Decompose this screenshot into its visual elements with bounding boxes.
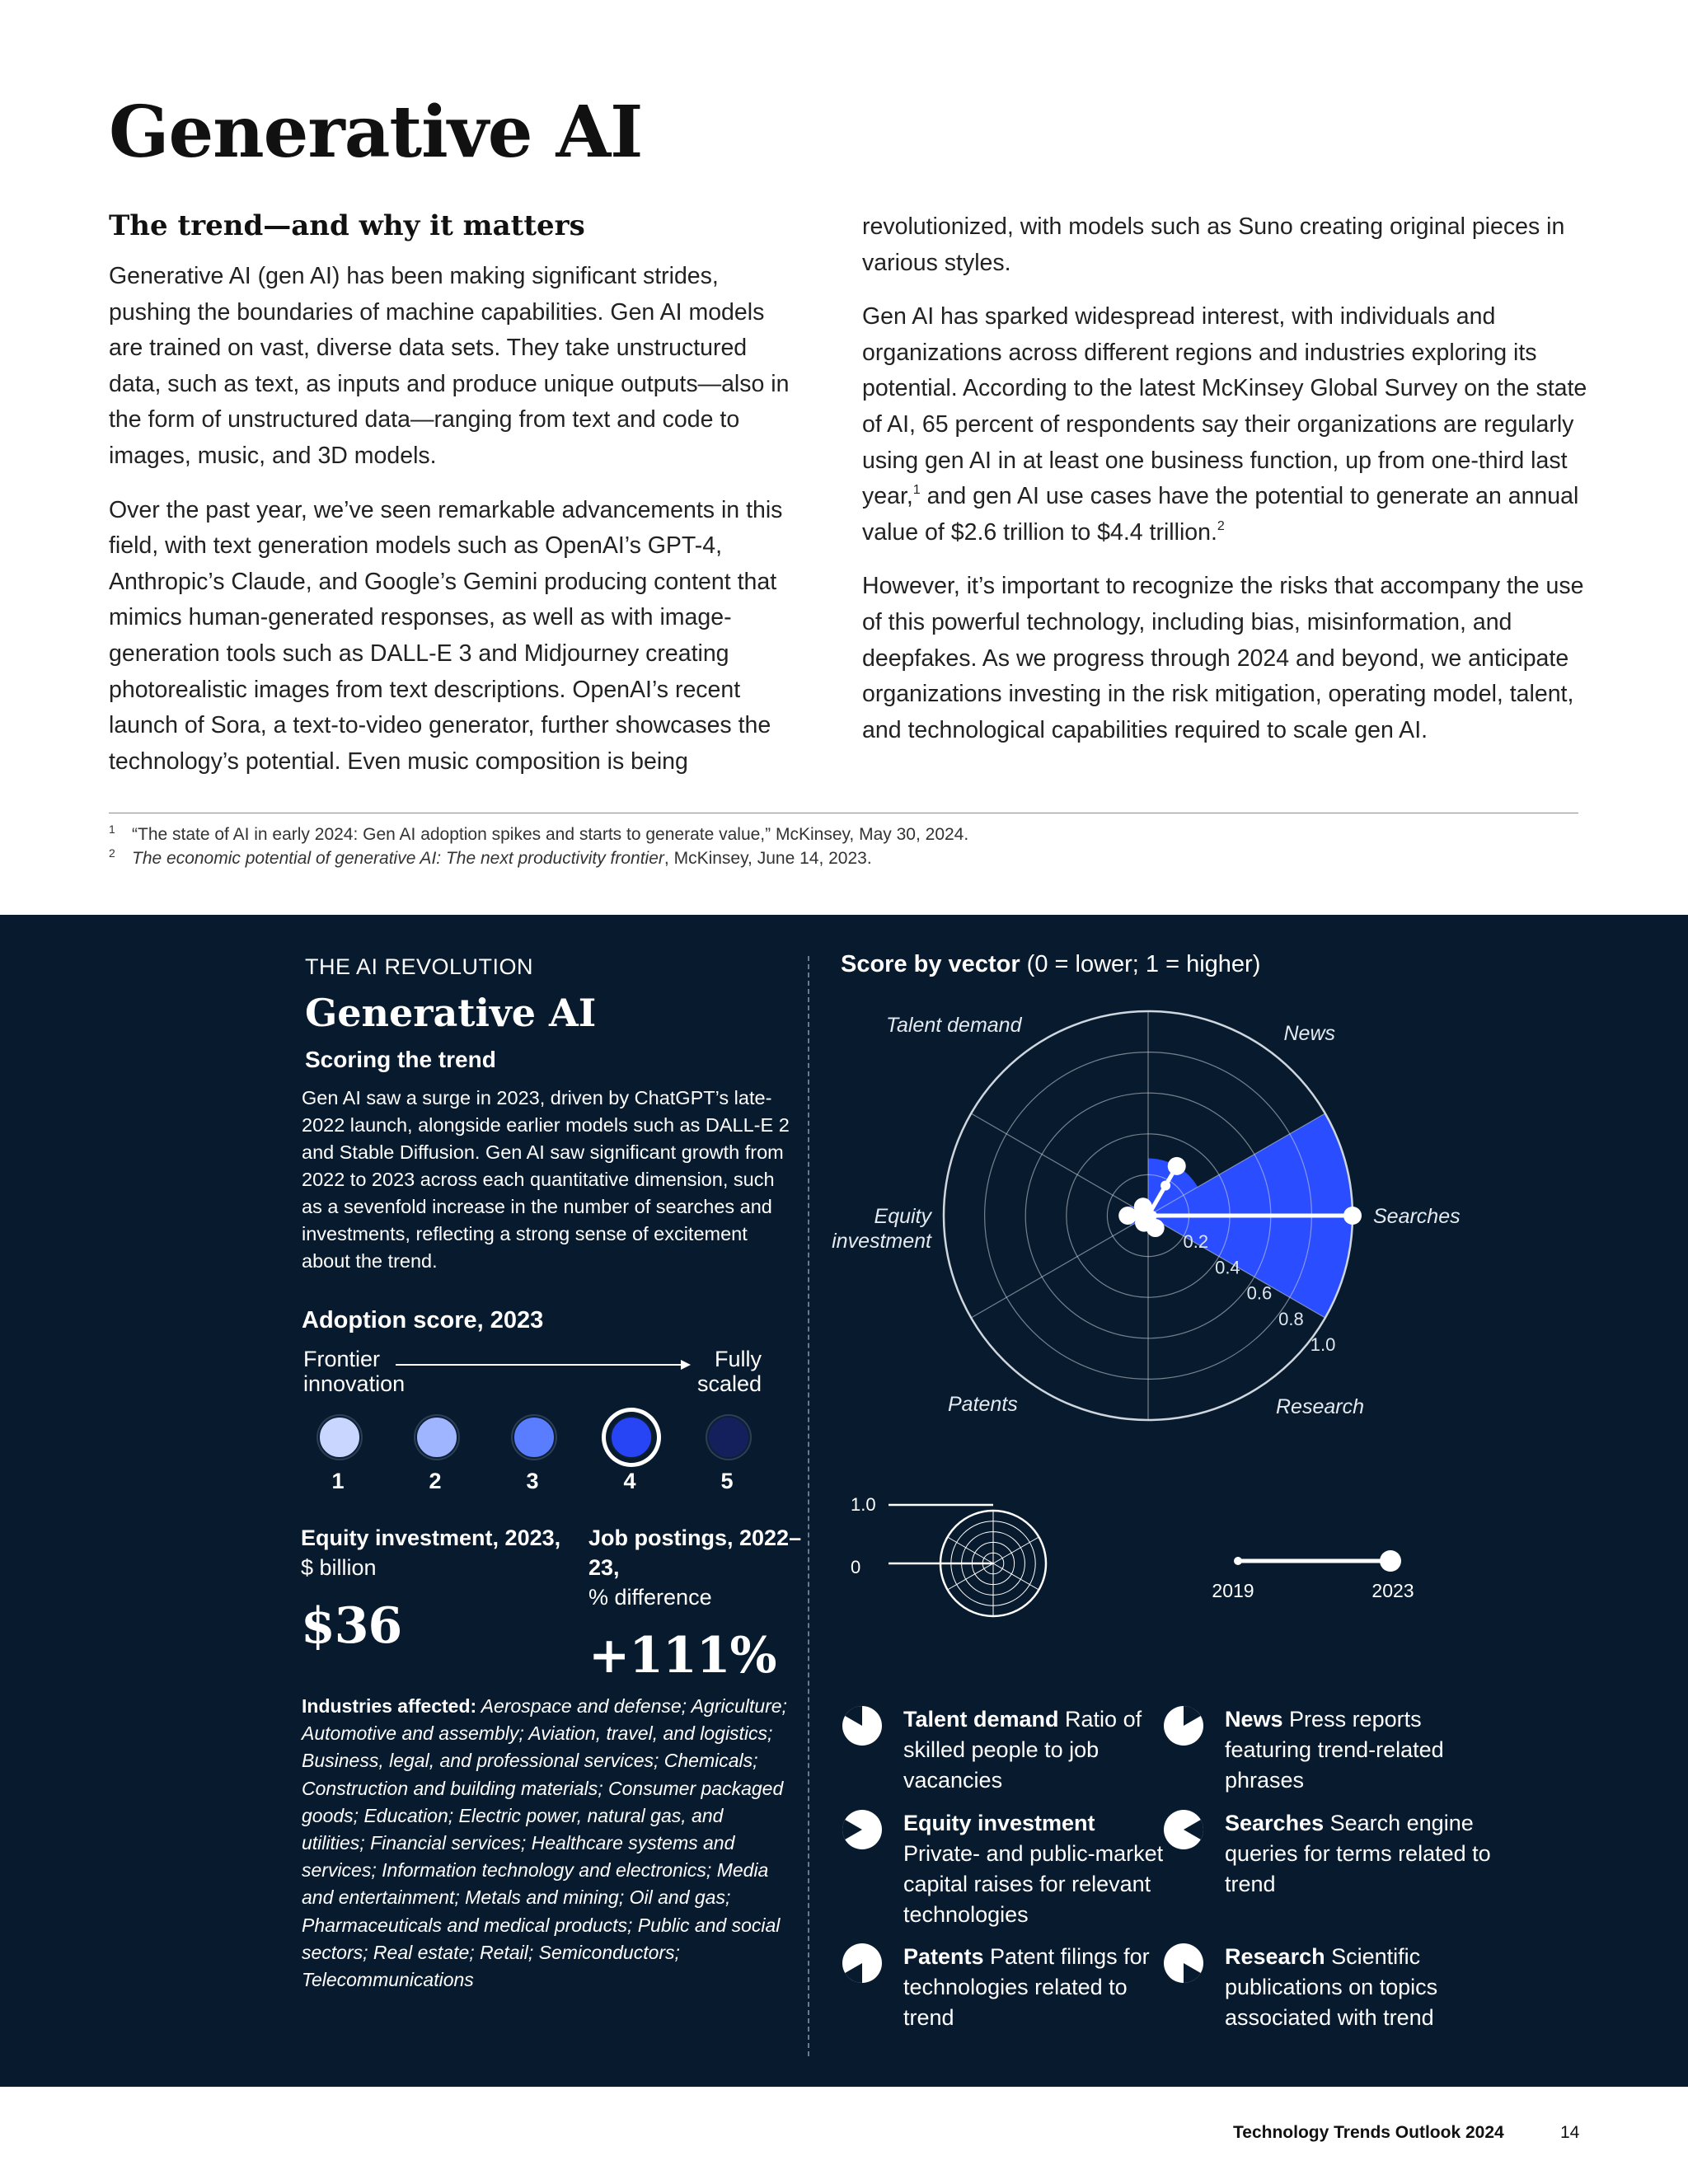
legend-name: News	[1225, 1707, 1283, 1732]
job-postings-metric	[588, 1523, 803, 1685]
panel-description: Gen AI saw a surge in 2023, driven by ChatGPT’s late-2022 launch, alongside earlier models such as DALL-E 2 and Stable Diffusion. Gen AI saw significant growth from 2022 to 2023 across each quantitative dimension, such as a sevenfold increase in the number of searches and investments, reflecting a strong sense of excitement about the trend.	[302, 1087, 790, 1272]
trend-scorecard-panel	[0, 915, 1688, 2087]
footnote-text: , McKinsey, June 14, 2023.	[663, 849, 872, 868]
adoption-dot-number: 3	[526, 1469, 539, 1493]
legend-description: Scientific publications on topics associated with trend	[1225, 1944, 1438, 2030]
key-scale-top: 1.0	[851, 1494, 876, 1515]
radar-point-2019	[1135, 1211, 1145, 1221]
legend-name: Searches	[1225, 1811, 1325, 1835]
footnote-number: 2	[109, 846, 115, 860]
radar-tick-label: 1.0	[1310, 1334, 1336, 1356]
legend-description: Search engine queries for terms related to trend	[1225, 1811, 1491, 1896]
body-paragraph: However, it’s important to recognize the risks that accompany the use of this powerful technology, including bias, misinformation, and deepfakes. As we progress through 2024 and beyond, we anticipate organizations investing in the risk mitigation, operating model, talent, and technological capabilities required to scale gen AI.	[862, 573, 1584, 743]
legend-item-research	[1225, 1942, 1497, 2033]
body-paragraph: revolutionized, with models such as Suno creating original pieces in various styles.	[862, 213, 1565, 276]
equity-label	[301, 1523, 565, 1582]
body-paragraph: Over the past year, we’ve seen remarkable advancements in this field, with text generation models such as OpenAI’s GPT-4, Anthropic’s Claude, and Google’s Gemini producing content that mimics human-generated responses, as well as with image-generation tools such as DALL-E 3 and Midjourney creating photorealistic images from text descriptions. OpenAI’s recent launch of Sora, a text-to-video generator, further showcases the technology’s potential. Even music composition is being	[109, 496, 783, 775]
right-column	[862, 209, 1587, 766]
radar-axis-label: Talent demand	[886, 1014, 1022, 1037]
frontier-label: Frontier innovation	[303, 1347, 406, 1396]
legend-description: Private- and public-market capital raises for relevant technologies	[903, 1841, 1164, 1927]
adoption-dot	[415, 1416, 458, 1459]
page-title: Generative AI	[109, 91, 643, 174]
adoption-dot-number: 5	[720, 1469, 734, 1493]
radar-point-2023	[1343, 1207, 1362, 1225]
legend-item-searches	[1225, 1808, 1497, 1900]
adoption-dot-number: 2	[429, 1469, 442, 1493]
adoption-dot	[318, 1416, 361, 1459]
radar-point-2023	[1118, 1207, 1137, 1225]
body-paragraph: Generative AI (gen AI) has been making significant strides, pushing the boundaries of machine capabilities. Gen AI models are trained on vast, diverse data sets. They take unstructured data, such as text, as inputs and produce unique outputs—also in the form of unstructured data—ranging from text and code to images, music, and 3D models.	[109, 263, 790, 469]
legend-name: Equity investment	[903, 1811, 1095, 1835]
adoption-dot-selected	[610, 1416, 653, 1459]
panel-title: Generative AI	[305, 991, 597, 1035]
patents-vector-icon	[841, 1942, 887, 1988]
adoption-title: Adoption score, 2023	[302, 1307, 544, 1333]
radar-axis-label: News	[1283, 1022, 1335, 1045]
legend-description: Ratio of skilled people to job vacancies	[903, 1707, 1142, 1793]
news-vector-icon	[1162, 1704, 1208, 1750]
timeline-start-label: 2019	[1212, 1580, 1254, 1601]
equity-value: $36	[301, 1597, 402, 1655]
adoption-dot-number: 4	[623, 1469, 636, 1493]
radar-axis-label: investment	[832, 1230, 931, 1253]
body-text: and gen AI use cases have the potential to generate an annual value of $2.6 trillion to $4.4 trillion.	[862, 483, 1579, 546]
body-text: Gen AI has sparked widespread interest, with individuals and organizations across different regions and industries exploring its potential. According to the latest McKinsey Global Survey on the state of AI, 65 percent of respondents say their organizations are regularly using gen AI in at least one business function, up from one-third last year,	[862, 303, 1587, 510]
radar-tick-label: 0.6	[1246, 1282, 1273, 1304]
adoption-dot	[513, 1416, 556, 1459]
footnote-2	[109, 846, 1576, 870]
equity-metric	[301, 1523, 565, 1655]
fully-scaled-label: Fully scaled	[696, 1347, 762, 1396]
panel-subtitle: Scoring the trend	[305, 1047, 496, 1072]
radar-tick-label: 0.2	[1183, 1231, 1209, 1253]
footnote-ref[interactable]: 1	[912, 483, 921, 498]
searches-vector-icon	[1162, 1808, 1208, 1854]
radar-axis-label: Equity	[874, 1205, 931, 1228]
legend-name: Research	[1225, 1944, 1325, 1969]
legend-name: Talent demand	[903, 1707, 1059, 1732]
talent-vector-icon	[841, 1704, 887, 1750]
radar-title-scale: (0 = lower; 1 = higher)	[1026, 951, 1261, 977]
industries-affected	[302, 1693, 788, 1994]
timeline-end-dot	[1380, 1550, 1401, 1572]
footnote-number: 1	[109, 823, 115, 836]
radar-title-main: Score by vector	[841, 951, 1020, 977]
equity-vector-icon	[841, 1808, 887, 1854]
radar-point-2023	[1168, 1157, 1186, 1175]
radar-tick-label: 0.8	[1278, 1308, 1304, 1329]
footnotes	[109, 823, 1576, 870]
radar-axis-label: Searches	[1373, 1205, 1461, 1228]
panel-eyebrow: THE AI REVOLUTION	[305, 954, 534, 979]
jobs-label	[588, 1523, 803, 1612]
radar-axis-label: Research	[1276, 1395, 1364, 1418]
radar-axis-label: Patents	[948, 1393, 1018, 1416]
research-vector-icon	[1162, 1942, 1208, 1988]
radar-spoke	[971, 1216, 1148, 1318]
jobs-unit: % difference	[588, 1585, 712, 1610]
footnote-title: The economic potential of generative AI: The next productivity frontier	[132, 849, 664, 868]
page-number: 14	[1560, 2123, 1580, 2142]
adoption-dot-number: 1	[331, 1469, 345, 1493]
industries-label: Industries affected:	[302, 1695, 477, 1717]
radar-spoke	[971, 1113, 1148, 1216]
radar-tick-label: 0.4	[1215, 1257, 1240, 1278]
legend-item-news	[1225, 1704, 1497, 1796]
timeline-end-label: 2023	[1372, 1580, 1414, 1601]
adoption-arrow	[396, 1358, 692, 1371]
key-scale-bottom: 0	[851, 1557, 861, 1577]
footnote-1	[109, 823, 1576, 846]
footnote-ref[interactable]: 2	[1217, 518, 1225, 533]
legend-item-equity	[903, 1808, 1175, 1930]
jobs-value: +111%	[588, 1627, 776, 1685]
body-paragraph	[862, 299, 1587, 551]
jobs-label-text: Job postings, 2022–23,	[588, 1526, 802, 1580]
legend-item-patents	[903, 1942, 1175, 2033]
legend-name: Patents	[903, 1944, 984, 1969]
legend-item-talent	[903, 1704, 1175, 1796]
equity-label-text: Equity investment, 2023,	[301, 1526, 561, 1550]
section-heading: The trend—and why it matters	[109, 209, 585, 242]
industries-list: Aerospace and defense; Agriculture; Automotive and assembly; Aviation, travel, and logistics; Business, legal, and professional services; Chemicals; Construction and building materials; Consumer packaged goods; Education; Electric power, natural gas, and utilities; Financial services; Healthcare systems and services; Information technology and electronics; Media and entertainment; Metals and mining; Oil and gas; Pharmaceuticals and medical products; Public and social sectors; Real estate; Retail; Semiconductors; Telecommunications	[302, 1695, 787, 1991]
adoption-dot	[707, 1416, 750, 1459]
legend-description: Patent filings for technologies related to trend	[903, 1944, 1150, 2030]
left-column	[109, 208, 797, 798]
radar-point-2019	[1160, 1180, 1170, 1190]
equity-unit: $ billion	[301, 1555, 377, 1580]
timeline-start-dot	[1234, 1557, 1242, 1565]
footnote-text: “The state of AI in early 2024: Gen AI adoption spikes and starts to generate value,” McKinsey, May 30, 2024.	[132, 825, 969, 844]
footer-title: Technology Trends Outlook 2024	[1233, 2123, 1504, 2142]
legend-description: Press reports featuring trend-related phrases	[1225, 1707, 1444, 1793]
